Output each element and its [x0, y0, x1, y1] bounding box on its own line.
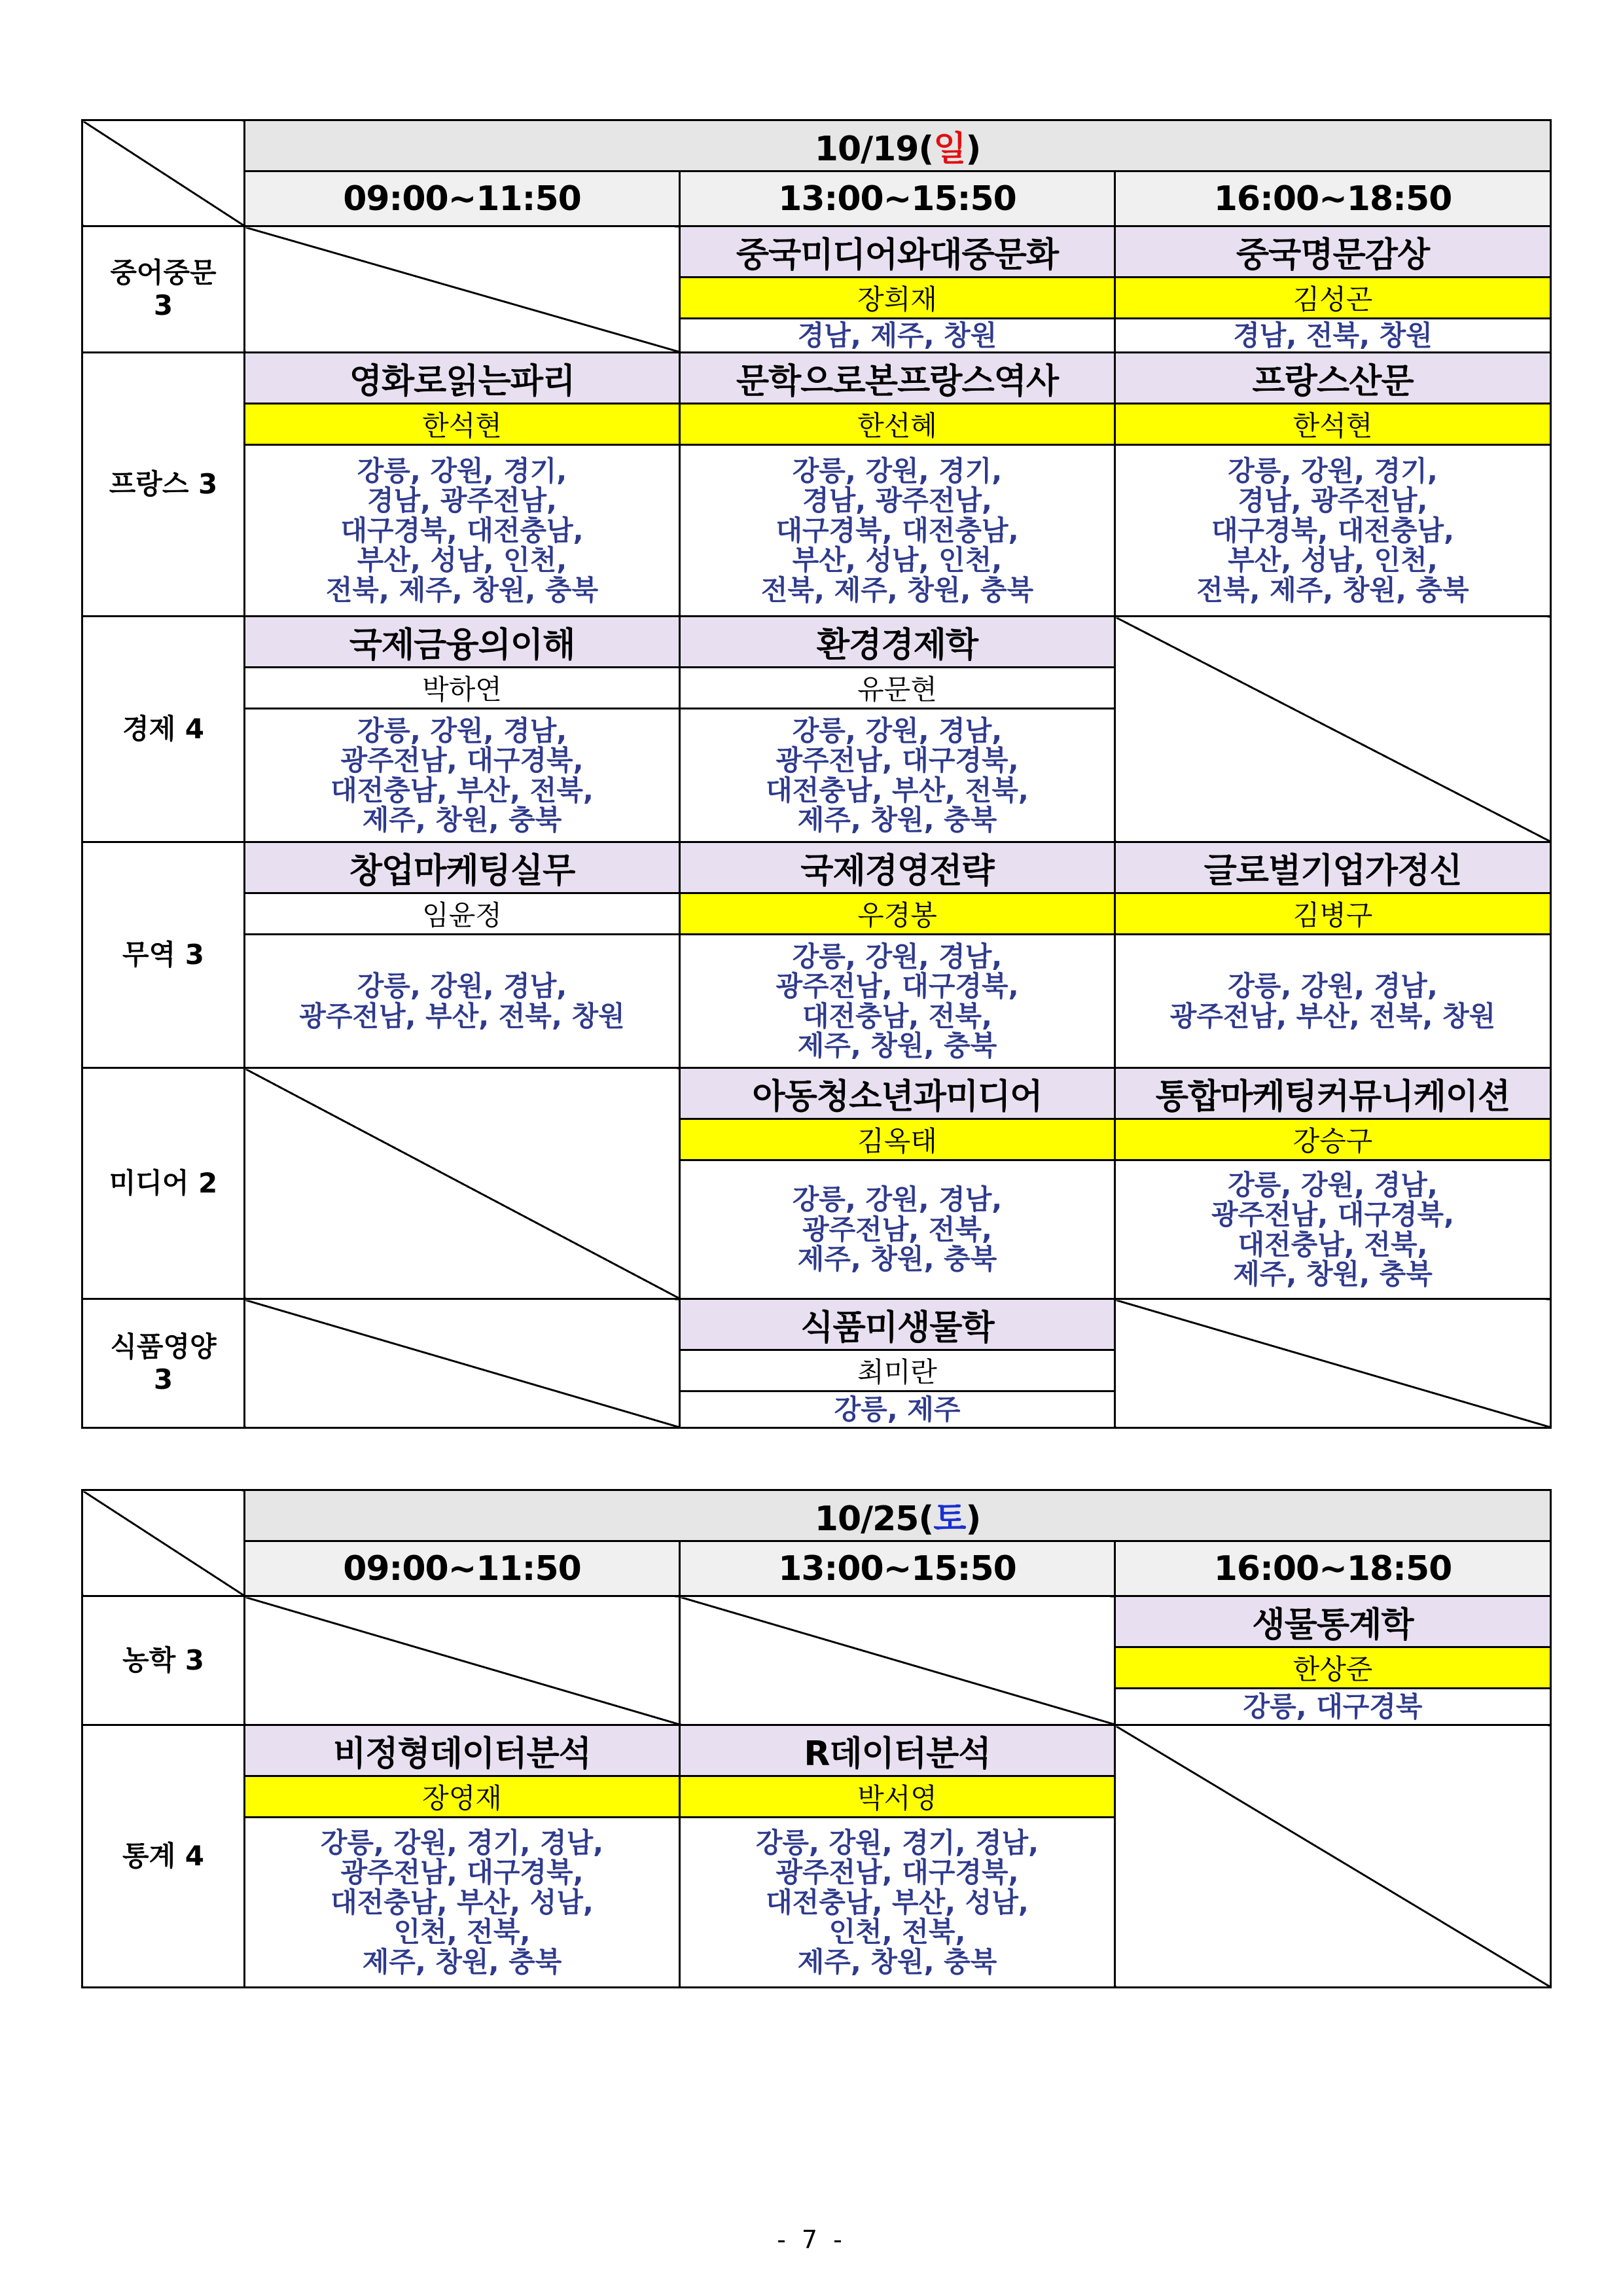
region-line: 강릉, 강원, 경남,	[792, 1183, 1003, 1216]
table-row	[82, 445, 1551, 617]
professor-name: 한석현	[1115, 404, 1551, 445]
region-line: 광주전남, 대구경북,	[340, 1856, 584, 1889]
department-cell: 프랑스 3	[82, 353, 245, 617]
table-row	[82, 893, 1551, 935]
region-list	[680, 935, 1115, 1068]
region-line: 경남, 전북, 창원	[1233, 319, 1433, 351]
department-cell: 중어중문 3	[82, 226, 245, 353]
course-title: 통합마케팅커뮤니케이션	[1115, 1068, 1551, 1119]
region-line: 강릉, 제주	[834, 1393, 961, 1426]
region-line: 부산, 성남, 인천,	[357, 544, 567, 577]
region-line: 제주, 창원, 충북	[797, 803, 997, 836]
professor-name: 김성곤	[1115, 278, 1551, 319]
weekday-text: 일	[933, 130, 966, 169]
region-line: 경남, 광주전남,	[1238, 484, 1428, 517]
professor-name: 박하연	[245, 668, 680, 709]
empty-slot	[245, 1596, 680, 1725]
region-line: 강릉, 강원, 경기,	[357, 455, 567, 488]
department-cell: 무역 3	[82, 842, 245, 1068]
region-list	[680, 445, 1115, 617]
corner-cell	[82, 120, 245, 226]
department-cell: 미디어 2	[82, 1068, 245, 1299]
region-line: 제주, 창원, 충북	[797, 1029, 997, 1062]
region-line: 제주, 창원, 충북	[362, 803, 562, 836]
professor-name: 김병구	[1115, 893, 1551, 935]
course-title: 영화로읽는파리	[245, 353, 680, 404]
course-title: 프랑스산문	[1115, 353, 1551, 404]
region-line: 제주, 창원, 충북	[1233, 1257, 1433, 1290]
region-line: 제주, 창원, 충북	[797, 1945, 997, 1978]
course-title: 아동청소년과미디어	[680, 1068, 1115, 1119]
course-title: 국제금융의이해	[245, 617, 680, 668]
region-line: 강릉, 강원, 경기, 경남,	[320, 1827, 604, 1859]
time-slot-2: 13:00~15:50	[680, 1541, 1115, 1596]
professor-name: 박서영	[680, 1776, 1115, 1818]
region-list	[680, 319, 1115, 353]
schedule-table-oct25	[81, 1489, 1552, 1988]
page-number: - 7 -	[777, 2225, 846, 2254]
professor-name: 임윤정	[245, 893, 680, 935]
table-row	[82, 1725, 1551, 1776]
region-line: 광주전남, 전북,	[802, 1213, 992, 1246]
region-list	[245, 709, 680, 842]
course-title: 환경경제학	[680, 617, 1115, 668]
course-title: 글로벌기업가정신	[1115, 842, 1551, 893]
course-title: 비정형데이터분석	[245, 1725, 680, 1776]
region-line: 대전충남, 부산, 성남,	[330, 1886, 594, 1918]
professor-name: 김옥태	[680, 1119, 1115, 1160]
region-line: 강릉, 강원, 경남,	[357, 714, 567, 747]
region-line: 강릉, 강원, 경기,	[1228, 455, 1438, 488]
schedule-table-oct19	[81, 119, 1552, 1429]
region-list	[245, 445, 680, 617]
region-line: 경남, 제주, 창원	[797, 319, 997, 351]
corner-cell	[82, 1490, 245, 1596]
table-row	[82, 353, 1551, 404]
region-list	[680, 1818, 1115, 1988]
region-line: 강릉, 강원, 경남,	[1228, 1168, 1438, 1201]
region-line: 제주, 창원, 충북	[797, 1243, 997, 1276]
department-cell: 식품영양 3	[82, 1299, 245, 1428]
professor-name: 우경봉	[680, 893, 1115, 935]
course-title: 문학으로본프랑스역사	[680, 353, 1115, 404]
time-slot-3: 16:00~18:50	[1115, 1541, 1551, 1596]
region-line: 광주전남, 부산, 전북, 창원	[299, 999, 625, 1032]
region-line: 강릉, 강원, 경남,	[1228, 970, 1438, 1003]
region-line: 경남, 광주전남,	[367, 484, 557, 517]
course-title: 식품미생물학	[680, 1299, 1115, 1350]
professor-name: 최미란	[680, 1350, 1115, 1391]
professor-name: 유문현	[680, 668, 1115, 709]
table-row	[82, 1299, 1551, 1350]
course-title: 중국미디어와대중문화	[680, 226, 1115, 278]
course-title: 생물통계학	[1115, 1596, 1551, 1647]
time-slot-3: 16:00~18:50	[1115, 171, 1551, 226]
course-title: 중국명문감상	[1115, 226, 1551, 278]
region-list	[680, 1391, 1115, 1428]
department-cell: 농학 3	[82, 1596, 245, 1725]
region-list	[1115, 935, 1551, 1068]
region-line: 전북, 제주, 창원, 충북	[1196, 573, 1469, 606]
region-line: 대전충남, 부산, 전북,	[330, 774, 594, 806]
region-line: 대구경북, 대전충남,	[340, 514, 584, 547]
department-cell: 통계 4	[82, 1725, 245, 1988]
date-text: 10/19(	[814, 130, 934, 169]
table-row	[82, 1596, 1551, 1647]
table-row	[82, 226, 1551, 278]
region-list	[245, 935, 680, 1068]
table-row	[82, 617, 1551, 668]
region-line: 광주전남, 대구경북,	[340, 744, 584, 777]
empty-slot	[245, 1068, 680, 1299]
region-line: 전북, 제주, 창원, 충북	[760, 573, 1034, 606]
region-line: 부산, 성남, 인천,	[792, 544, 1003, 577]
region-line: 강릉, 강원, 경남,	[792, 714, 1003, 747]
region-line: 광주전남, 대구경북,	[776, 744, 1019, 777]
region-line: 강릉, 강원, 경남,	[792, 940, 1003, 973]
table-row	[82, 935, 1551, 1068]
region-list	[1115, 445, 1551, 617]
region-line: 대구경북, 대전충남,	[1211, 514, 1455, 547]
region-line: 대전충남, 전북,	[802, 999, 992, 1032]
region-line: 인천, 전북,	[393, 1916, 531, 1948]
time-slot-1: 09:00~11:50	[245, 171, 680, 226]
table-row	[82, 404, 1551, 445]
empty-slot	[680, 1596, 1115, 1725]
course-title: 국제경영전략	[680, 842, 1115, 893]
empty-slot	[245, 226, 680, 353]
empty-slot	[1115, 1299, 1551, 1428]
empty-slot	[1115, 1725, 1551, 1988]
time-slot-2: 13:00~15:50	[680, 171, 1115, 226]
region-line: 경남, 광주전남,	[802, 484, 992, 517]
region-line: 대구경북, 대전충남,	[776, 514, 1019, 547]
region-line: 대전충남, 전북,	[1238, 1228, 1428, 1261]
region-list	[680, 1160, 1115, 1299]
table-row	[82, 842, 1551, 893]
region-list	[245, 1818, 680, 1988]
region-line: 제주, 창원, 충북	[362, 1945, 562, 1978]
department-cell: 경제 4	[82, 617, 245, 842]
professor-name: 장희재	[680, 278, 1115, 319]
region-line: 인천, 전북,	[829, 1916, 966, 1948]
region-list	[680, 709, 1115, 842]
course-title: R데이터분석	[680, 1725, 1115, 1776]
region-line: 강릉, 대구경북	[1243, 1690, 1423, 1723]
empty-slot	[245, 1299, 680, 1428]
course-title: 창업마케팅실무	[245, 842, 680, 893]
date-header	[245, 120, 1551, 171]
region-line: 대전충남, 부산, 전북,	[766, 774, 1029, 806]
region-line: 광주전남, 대구경북,	[1211, 1198, 1455, 1231]
region-line: 강릉, 강원, 경기, 경남,	[755, 1827, 1039, 1859]
region-line: 강릉, 강원, 경기,	[792, 455, 1003, 488]
professor-name: 한상준	[1115, 1647, 1551, 1689]
region-line: 대전충남, 부산, 성남,	[766, 1886, 1029, 1918]
date-header	[245, 1490, 1551, 1541]
region-line: 광주전남, 대구경북,	[776, 970, 1019, 1003]
date-text: 10/25(	[814, 1499, 934, 1539]
professor-name: 한석현	[245, 404, 680, 445]
professor-name: 장영재	[245, 1776, 680, 1818]
professor-name: 강승구	[1115, 1119, 1551, 1160]
table-row	[82, 1068, 1551, 1119]
professor-name: 한선혜	[680, 404, 1115, 445]
region-line: 전북, 제주, 창원, 충북	[325, 573, 599, 606]
date-close: )	[965, 1499, 981, 1539]
region-line: 강릉, 강원, 경남,	[357, 970, 567, 1003]
region-line: 광주전남, 대구경북,	[776, 1856, 1019, 1889]
time-slot-1: 09:00~11:50	[245, 1541, 680, 1596]
region-list	[1115, 1160, 1551, 1299]
date-close: )	[965, 130, 981, 169]
region-list	[1115, 319, 1551, 353]
region-line: 부산, 성남, 인천,	[1228, 544, 1438, 577]
region-line: 광주전남, 부산, 전북, 창원	[1169, 999, 1496, 1032]
weekday-text: 토	[933, 1499, 966, 1539]
empty-slot	[1115, 617, 1551, 842]
region-list	[1115, 1689, 1551, 1725]
